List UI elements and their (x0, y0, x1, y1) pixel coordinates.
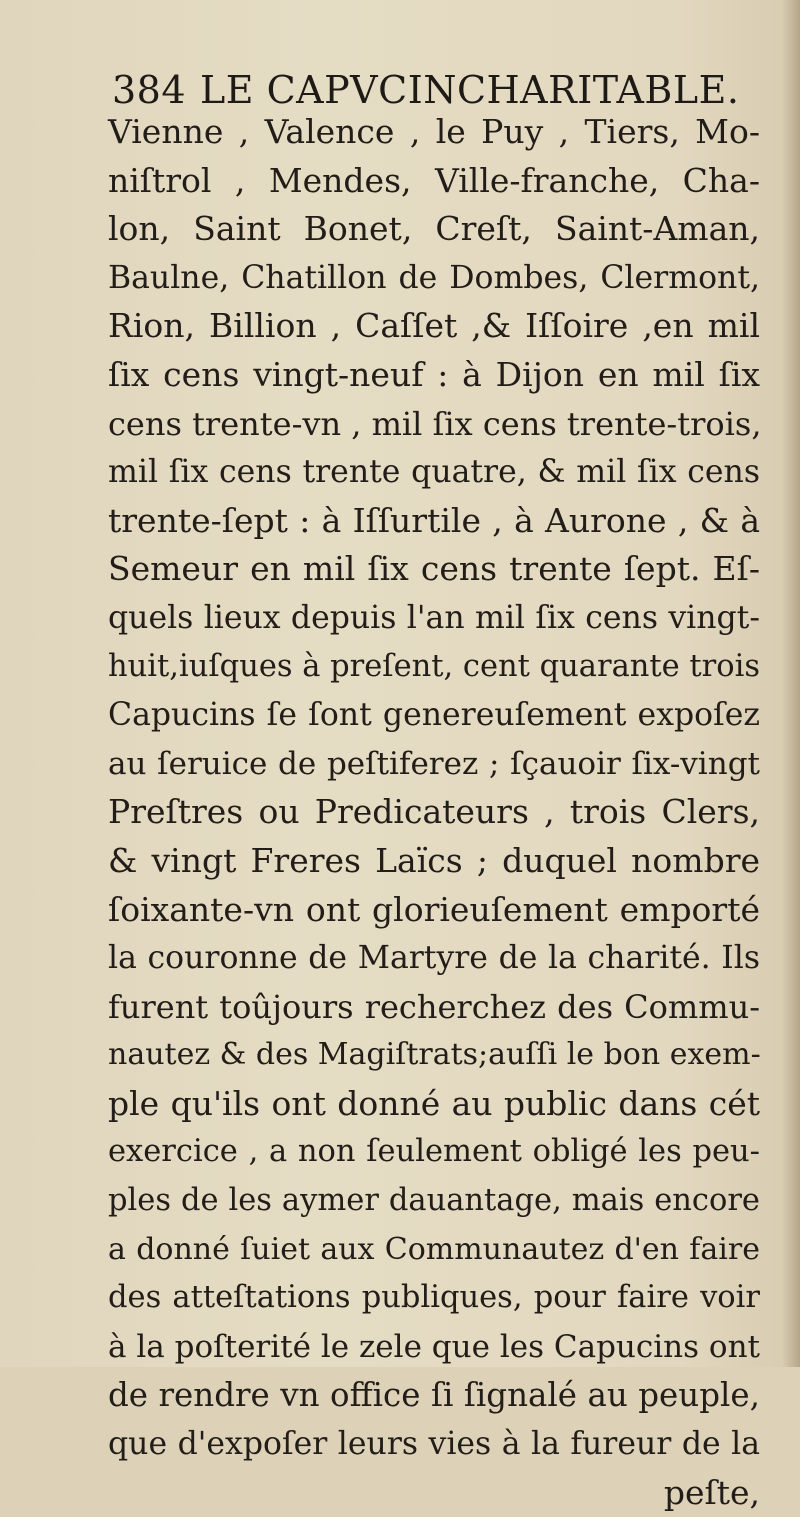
text-line: Semeur en mil ſix cens trente ſept. Eſ- (108, 549, 760, 589)
running-header (112, 66, 772, 114)
text-line: ples de les aymer dauantage, mais encore (108, 1183, 760, 1219)
running-title: LE CAPVCINCHARITABLE. (200, 68, 740, 112)
text-line: furent toûjours recherchez des Commu- (108, 987, 760, 1026)
text-line: de rendre vn office ſi ſignalé au peuple, (108, 1376, 760, 1415)
text-line: huit,iuſques à preſent, cent quarante trois (108, 648, 760, 684)
page-number: 384 (112, 68, 187, 112)
text-line: ſix cens vingt-neuf : à Dijon en mil ſix (108, 354, 760, 394)
text-line: Vienne , Valence , le Puy , Tiers, Mo- (108, 112, 760, 151)
text-line: Rion, Billion , Caſſet ,& Iſſoire ,en mil (108, 306, 760, 346)
text-line: Preſtres ou Predicateurs , trois Clers, (108, 792, 760, 832)
text-line: cens trente-vn , mil ſix cens trente-trois, (108, 404, 762, 443)
text-line: & vingt Freres Laïcs ; duquel nombre (108, 840, 760, 880)
text-line: au ſeruice de peſtiferez ; ſçauoir ſix-vingt (108, 745, 760, 782)
text-line: niſtrol , Mendes, Ville-franche, Cha- (108, 160, 760, 200)
text-line: à la poſterité le zele que les Capucins ont (108, 1328, 760, 1365)
page-edge-shadow (782, 0, 800, 1367)
text-line: exercice , a non ſeulement obligé les peu- (108, 1134, 760, 1170)
text-line: que d'expoſer leurs vies à la fureur de la (108, 1426, 760, 1463)
text-line: Capucins ſe ſont genereuſement expoſez (108, 697, 760, 734)
body-text (108, 108, 760, 1517)
text-line: ple qu'ils ont donné au public dans cét (108, 1083, 760, 1123)
text-line: ſoixante-vn ont glorieuſement emporté (108, 889, 760, 929)
text-line: Baulne, Chatillon de Dombes, Clermont, (108, 259, 760, 296)
text-line: a donné ſuiet aux Communautez d'en faire (108, 1231, 760, 1267)
text-line: trente-ſept : à Iſſurtile , à Aurone , & à (108, 500, 760, 540)
text-line: nautez & des Magiſtrats;auſſi le bon exem- (108, 1037, 761, 1073)
text-line: quels lieux depuis l'an mil ſix cens vingt- (108, 599, 760, 636)
text-line: mil ſix cens trente quatre, & mil ſix cens (108, 454, 760, 491)
text-line: la couronne de Martyre de la charité. Ils (108, 940, 760, 977)
text-line: des atteſtations publiques, pour faire voir (108, 1280, 760, 1316)
text-line: lon, Saint Bonet, Creſt, Saint-Aman, (108, 209, 760, 249)
catchword: peſte, (663, 1472, 760, 1512)
